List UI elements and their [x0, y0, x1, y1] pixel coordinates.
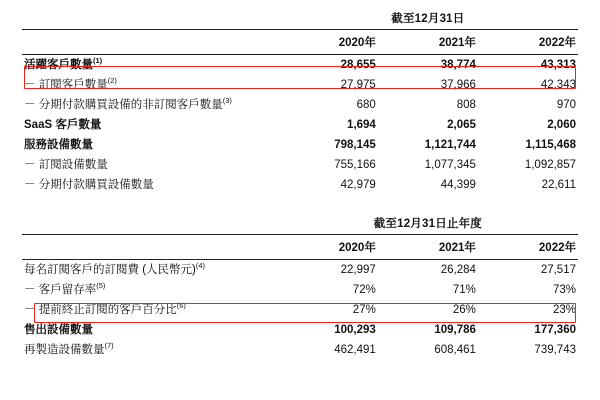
section1-span-header: 截至12月31日: [391, 13, 465, 25]
table-row: [22, 155, 578, 175]
row-label: 服務設備數量: [24, 139, 93, 151]
row-label: 活躍客戶數量$^{(1)}$: [24, 56, 103, 71]
section2-year-2022: 2022年: [538, 242, 576, 254]
row-value-2020: 72%: [352, 284, 376, 296]
row-value-2022: 22,611: [541, 179, 576, 191]
row-value-2022: 27,517: [540, 264, 576, 276]
section1-year-2021: 2021年: [438, 37, 476, 49]
row-value-2020: 27,975: [340, 79, 376, 91]
row-label: 每名訂閱客戶的訂閱費 (人民幣元)$^{(4)}$: [24, 261, 206, 276]
row-value-2022: 1,115,468: [525, 139, 576, 151]
row-value-2021: 608,461: [434, 344, 476, 356]
section2-span-header: 截至12月31日止年度: [373, 218, 483, 230]
row-value-2021: 109,786: [434, 324, 476, 336]
section1-year-2022: 2022年: [538, 37, 576, 49]
section1-year-header-row: [22, 30, 578, 54]
row-value-2021: 26%: [452, 304, 476, 316]
section-gap: [22, 195, 578, 213]
row-value-2021: 1,121,744: [424, 139, 476, 151]
row-value-2020: 680: [356, 99, 376, 111]
table-row: [22, 340, 578, 360]
row-label: － 提前終止訂閱的客戶百分比$^{(6)}$: [24, 301, 186, 316]
row-label: － 客戶留存率$^{(5)}$: [24, 281, 106, 296]
section2-year-2020: 2020年: [338, 242, 376, 254]
row-value-2020: 28,655: [340, 59, 376, 71]
section1-year-2020: 2020年: [338, 37, 376, 49]
row-footnote: (4): [195, 261, 206, 271]
row-value-2020: 42,979: [340, 179, 376, 191]
row-value-2020: 100,293: [334, 324, 376, 336]
row-value-2022: 42,343: [540, 79, 576, 91]
row-footnote: (7): [104, 341, 114, 351]
section1-span-header-row: [22, 10, 578, 30]
row-value-2022: 177,360: [534, 324, 576, 336]
table-row: [22, 115, 578, 135]
row-value-2022: 739,743: [534, 344, 576, 356]
row-value-2021: 37,966: [440, 79, 476, 91]
row-value-2021: 2,065: [447, 119, 476, 131]
row-value-2021: 808: [456, 99, 476, 111]
row-value-2022: 73%: [552, 284, 576, 296]
row-value-2020: 1,694: [347, 119, 376, 131]
row-value-2022: 970: [556, 99, 576, 111]
row-label: － 分期付款購買設備的非訂閱客戶數量$^{(3)}$: [24, 96, 232, 111]
section2-year-header-row: [22, 235, 578, 259]
row-footnote: (6): [176, 301, 186, 311]
row-value-2021: 71%: [452, 284, 476, 296]
row-footnote: (1): [93, 56, 103, 66]
row-label: － 訂閱客戶數量$^{(2)}$: [24, 76, 117, 91]
row-value-2020: 22,997: [340, 264, 376, 276]
spacer-cell: [22, 10, 278, 30]
metrics-table-section-2: [22, 213, 578, 360]
table-row: [22, 260, 578, 281]
row-value-2020: 798,145: [334, 139, 376, 151]
row-value-2022: 2,060: [547, 119, 576, 131]
row-label: 售出設備數量: [24, 324, 93, 336]
row-value-2022: 1,092,857: [524, 159, 576, 171]
row-footnote: (5): [96, 281, 106, 291]
table-row: [22, 175, 578, 195]
spacer-cell: [22, 30, 278, 54]
spacer-cell: [22, 213, 278, 235]
table-row: [22, 280, 578, 300]
table-row: [22, 300, 578, 320]
row-value-2020: 27%: [352, 304, 376, 316]
row-value-2022: 23%: [552, 304, 576, 316]
section2-year-2021: 2021年: [438, 242, 476, 254]
table-row: [22, 95, 578, 115]
row-value-2020: 755,166: [334, 159, 376, 171]
row-label: － 分期付款購買設備數量: [24, 179, 154, 191]
table-row: [22, 75, 578, 95]
table-row: [22, 135, 578, 155]
table-row: [22, 55, 578, 76]
row-value-2020: 462,491: [334, 344, 376, 356]
row-value-2021: 44,399: [440, 179, 476, 191]
table-row: [22, 320, 578, 340]
section2-span-header-row: [22, 213, 578, 235]
metrics-table-section-1: [22, 10, 578, 213]
spacer-cell: [22, 235, 278, 259]
row-value-2022: 43,313: [540, 59, 576, 71]
row-footnote: (3): [222, 96, 232, 106]
row-label: － 訂閱設備數量: [24, 159, 108, 171]
row-footnote: (2): [107, 76, 117, 86]
row-value-2021: 1,077,345: [424, 159, 476, 171]
row-label: 再製造設備數量$^{(7)}$: [24, 341, 114, 356]
row-label: SaaS 客戶數量: [24, 119, 102, 131]
row-value-2021: 38,774: [440, 59, 476, 71]
row-value-2021: 26,284: [440, 264, 476, 276]
